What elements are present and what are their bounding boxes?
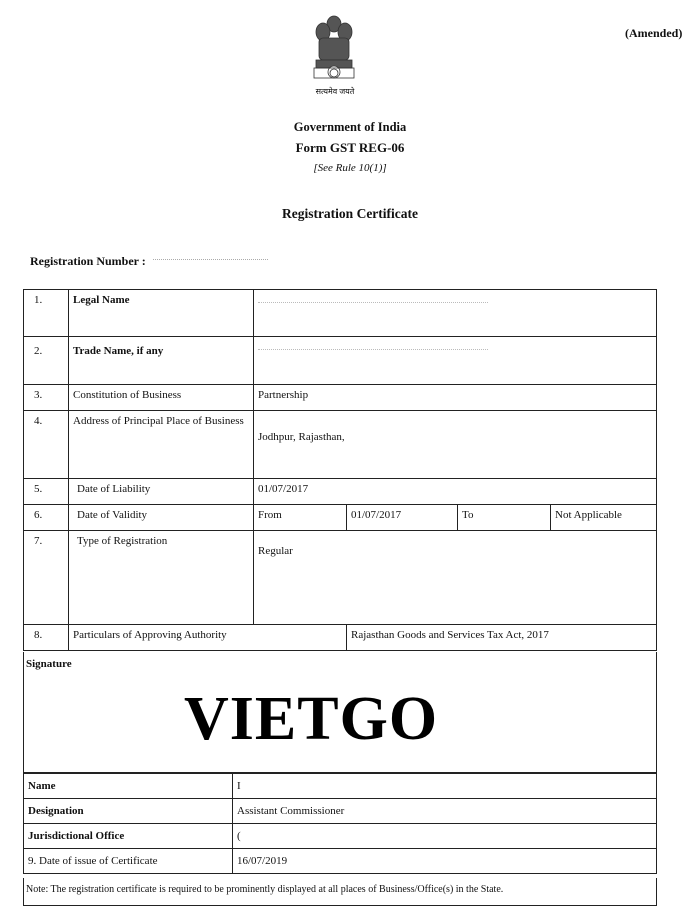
jurisdictional-office-label: Jurisdictional Office <box>24 824 233 849</box>
issue-date-row <box>24 849 657 874</box>
registration-number-label: Registration Number : <box>30 254 146 268</box>
row-number: 8. <box>24 625 69 651</box>
registration-number <box>30 254 268 269</box>
row-label: Date of Validity <box>69 505 254 531</box>
row-number: 2. <box>24 337 69 385</box>
validity-from-value: 01/07/2017 <box>347 505 458 531</box>
form-title: Form GST REG-06 <box>295 140 405 155</box>
row-number: 7. <box>24 531 69 625</box>
row-value: Partnership <box>254 385 657 411</box>
row-legal-name <box>24 290 657 337</box>
officer-name-value: I <box>233 774 657 799</box>
row-date-of-liability <box>24 479 657 505</box>
row-value: Jodhpur, Rajasthan, <box>254 411 657 479</box>
row-label: Legal Name <box>69 290 254 337</box>
designation-label: Designation <box>24 799 233 824</box>
row-number: 6. <box>24 505 69 531</box>
emblem-caption: सत्यमेव जयते <box>315 87 355 96</box>
row-value-redacted <box>254 290 657 337</box>
row-value: Regular <box>254 531 657 625</box>
national-emblem-icon <box>306 10 362 90</box>
row-number: 1. <box>24 290 69 337</box>
row-label: Constitution of Business <box>69 385 254 411</box>
jurisdictional-office-row <box>24 824 657 849</box>
row-label: Date of Liability <box>69 479 254 505</box>
officer-name-row <box>24 774 657 799</box>
row-value: Rajasthan Goods and Services Tax Act, 2017 <box>347 625 657 651</box>
validity-from-label: From <box>254 505 347 531</box>
row-label: Type of Registration <box>69 531 254 625</box>
row-number: 5. <box>24 479 69 505</box>
signature-box <box>23 652 657 773</box>
certificate-details-table <box>23 289 657 651</box>
footer-note: Note: The registration certificate is required to be prominently displayed at all places of Business/Office(s) in the State. <box>23 878 657 906</box>
row-date-of-validity <box>24 505 657 531</box>
designation-row <box>24 799 657 824</box>
row-trade-name <box>24 337 657 385</box>
jurisdictional-office-value: ( <box>233 824 657 849</box>
row-constitution <box>24 385 657 411</box>
redacted-registration-number <box>153 259 268 266</box>
row-label: Particulars of Approving Authority <box>69 625 347 651</box>
row-approving-authority <box>24 625 657 651</box>
row-number: 3. <box>24 385 69 411</box>
document-title: Registration Certificate <box>281 206 419 221</box>
amended-label: (Amended) <box>625 26 683 40</box>
row-label: Trade Name, if any <box>69 337 254 385</box>
issue-date-value: 16/07/2019 <box>233 849 657 874</box>
government-heading: Government of India <box>293 120 407 134</box>
row-number: 4. <box>24 411 69 479</box>
row-address <box>24 411 657 479</box>
issue-date-label: 9. Date of issue of Certificate <box>24 849 233 874</box>
row-value-redacted <box>254 337 657 385</box>
row-value: 01/07/2017 <box>254 479 657 505</box>
vietgo-watermark: VIETGO <box>184 685 439 753</box>
officer-name-label: Name <box>24 774 233 799</box>
officer-details-table <box>23 773 657 874</box>
validity-to-value: Not Applicable <box>551 505 657 531</box>
rule-reference: [See Rule 10(1)] <box>313 162 387 174</box>
designation-value: Assistant Commissioner <box>233 799 657 824</box>
validity-to-label: To <box>458 505 551 531</box>
signature-label: Signature <box>26 658 72 670</box>
row-type-of-registration <box>24 531 657 625</box>
row-label: Address of Principal Place of Business <box>69 411 254 479</box>
